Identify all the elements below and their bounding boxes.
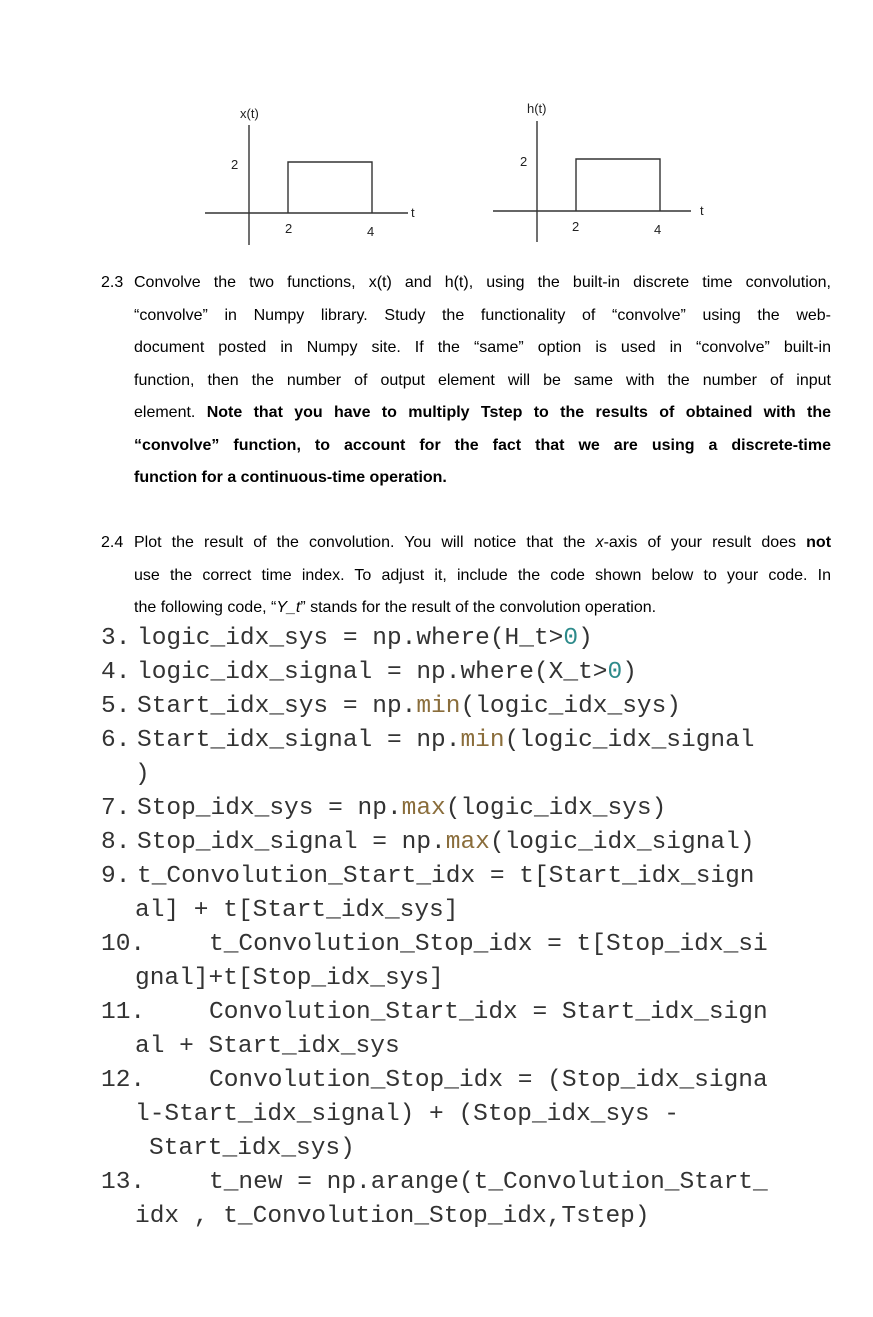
text-line [134,430,831,463]
x-plot-xtick-4: 4 [367,224,375,239]
line-number: 8. [101,829,131,856]
line-number: 13. [101,1169,146,1196]
section-2-4-text [134,527,831,625]
text-line: document posted in Numpy site. If the “same” option is used in “convolve” built-in [134,339,831,356]
code-text: Start_idx_signal = np.min(logic_idx_signal [137,727,755,754]
h-plot-xtick-2: 2 [572,219,580,234]
code-line-13 [101,1166,841,1200]
code-text: logic_idx_sys = np.where(H_t>0) [137,625,593,652]
line-number: 6. [101,727,131,754]
h-plot-ylabel: h(t) [527,101,547,116]
code-text: logic_idx_signal = np.where(X_t>0) [137,659,637,686]
text-line: “convolve” in Numpy library. Study the functionality of “convolve” using the web- [134,306,831,324]
line-number: 9. [101,863,131,890]
code-line-11 [101,996,841,1030]
code-text: al + Start_idx_sys [135,1033,400,1060]
code-text: Start_idx_sys) [149,1135,355,1162]
text-run: element. [134,404,207,421]
line-number: 3. [101,625,131,652]
code-line-11-cont [101,1030,841,1064]
code-text: Stop_idx_signal = np.max(logic_idx_signal) [137,829,755,856]
text-line [134,397,831,430]
text-run: Plot the result of the convolution. You will notice that the [134,534,596,551]
text-line [134,527,831,560]
section-2-3-text [134,267,831,495]
x-plot-ytick: 2 [231,157,239,172]
code-line-9 [101,860,841,894]
section-number: 2.4 [101,534,124,551]
text-run: ” stands for the result of the convolution operation. [300,599,657,616]
line-number: 12. [101,1067,146,1094]
code-line-3 [101,622,841,656]
italic-yt: Y_t [276,599,301,616]
h-plot-xtick-4: 4 [654,222,662,237]
signal-plots [195,95,715,250]
line-number: 5. [101,693,131,720]
x-plot-ylabel: x(t) [240,106,259,121]
section-number: 2.3 [101,274,124,291]
text-run: -axis of your result does [603,534,807,551]
x-plot-xlabel: t [411,205,415,220]
code-line-13-cont [101,1200,841,1234]
code-line-10 [101,928,841,962]
code-line-9-cont [101,894,841,928]
code-line-4 [101,656,841,690]
line-number: 4. [101,659,131,686]
code-text: Convolution_Stop_idx = (Stop_idx_signa [209,1067,768,1094]
code-line-12-cont2 [101,1132,841,1166]
code-line-6-cont [101,758,841,792]
text-line: function, then the number of output element will be same with the number of input [134,371,831,389]
bold-not: not [806,534,832,551]
bold-note-start: Note that you have to multiply Tstep to the results of obtained with the [206,404,832,421]
italic-x: x [595,534,604,551]
text-run: the following code, “ [134,599,277,616]
code-text: gnal]+t[Stop_idx_sys] [135,965,444,992]
code-text: Convolution_Start_idx = Start_idx_sign [209,999,768,1026]
code-text: Start_idx_sys = np.min(logic_idx_sys) [137,693,682,720]
code-text: t_new = np.arange(t_Convolution_Start_ [209,1169,768,1196]
h-plot-pulse [576,159,660,211]
bold-note-end: function for a continuous-time operation. [134,469,447,486]
code-line-6 [101,724,841,758]
code-text: l-Start_idx_signal) + (Stop_idx_sys - [135,1101,679,1128]
text-line [134,592,831,625]
text-line: Convolve the two functions, x(t) and h(t), using the built-in discrete time convolution, [134,274,831,291]
code-text: ) [135,761,150,788]
x-plot [195,95,715,250]
code-line-12-cont [101,1098,841,1132]
section-2-4 [101,527,831,625]
h-plot-ytick: 2 [520,154,528,169]
h-plot-xlabel: t [700,203,704,218]
code-line-5 [101,690,841,724]
line-number: 10. [101,931,146,958]
x-plot-xtick-2: 2 [285,221,293,236]
bold-note: “convolve” function, to account for the fact that we are using a discrete-time [134,436,831,454]
section-2-3 [101,267,831,495]
text-line [134,462,831,495]
code-line-12 [101,1064,841,1098]
code-line-8 [101,826,841,860]
code-text: al] + t[Start_idx_sys] [135,897,459,924]
code-line-10-cont [101,962,841,996]
code-line-7 [101,792,841,826]
line-number: 11. [101,999,146,1026]
code-listing [101,622,841,1234]
code-text: idx , t_Convolution_Stop_idx,Tstep) [135,1203,650,1230]
code-text: t_Convolution_Stop_idx = t[Stop_idx_si [209,931,768,958]
text-line: use the correct time index. To adjust it, include the code shown below to your code. In [134,566,831,584]
code-text: Stop_idx_sys = np.max(logic_idx_sys) [137,795,667,822]
code-text: t_Convolution_Start_idx = t[Start_idx_sign [137,863,755,890]
line-number: 7. [101,795,131,822]
x-plot-pulse [288,162,372,213]
